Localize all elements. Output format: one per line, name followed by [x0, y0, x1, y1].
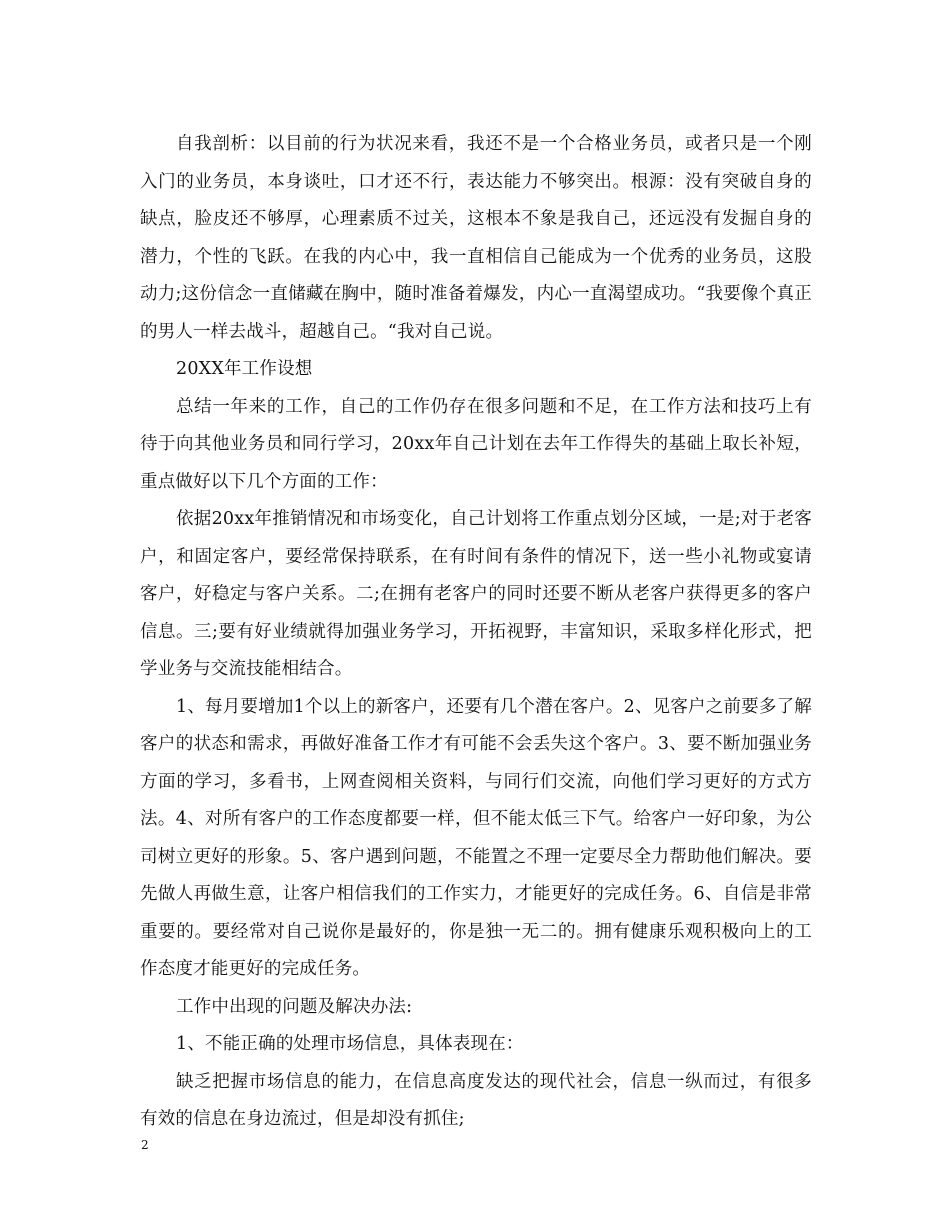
section-heading-problems: 工作中出现的问题及解决办法: — [176, 996, 413, 1017]
paragraph-numbered-goals: 1、每月要增加1个以上的新客户，还要有几个潜在客户。2、见客户之前要多了解客户的状态和需求，再做好准备工作才有可能不会丢失这个客户。3、要不断加强业务方面的学习，多看书，上网查阅相关资料，与同行们交流，向他们学习更好的方式方法。4、对所有客户的工作态度都要一样，但不能太低三下气。给客户一好印象，为公司树立更好的形象。5、客户遇到问题，不能置之不理一定要尽全力帮助他们解决。要先做人再做生意，让客户相信我们的工作实力，才能更好的完成任务。6、自信是非常重要的。要经常对自己说你是最好的，你是独一无二的。拥有健康乐观积极向上的工作态度才能更好的完成任务。 — [140, 696, 812, 979]
paragraph-region-plan: 依据20xx年推销情况和市场变化，自己计划将工作重点划分区域，一是;对于老客户，和固定客户，要经常保持联系，在有时间有条件的情况下，送一些小礼物或宴请客户，好稳定与客户关系。二;在拥有老客户的同时还要不断从老客户获得更多的客户信息。三;要有好业绩就得加强业务学习，开拓视野，丰富知识，采取多样化形式，把学业务与交流技能相结合。 — [140, 509, 812, 679]
paragraph-problem-1: 1、不能正确的处理市场信息，具体表现在： — [176, 1034, 524, 1054]
section-heading-work-plan: 20XX年工作设想 — [176, 359, 313, 379]
page-number: 2 — [141, 1138, 149, 1152]
paragraph-year-summary: 总结一年来的工作，自己的工作仍存在很多问题和不足，在工作方法和技巧上有待于向其他业务员和同行学习，20xx年自己计划在去年工作得失的基础上取长补短，重点做好以下几个方面的工作： — [140, 396, 812, 492]
paragraph-market-info: 缺乏把握市场信息的能力，在信息高度发达的现代社会，信息一纵而过，有很多有效的信息在身边流过，但是却没有抓住; — [140, 1071, 812, 1129]
paragraph-self-analysis: 自我剖析：以目前的行为状况来看，我还不是一个合格业务员，或者只是一个刚入门的业务员，本身谈吐，口才还不行，表达能力不够突出。根源：没有突破自身的缺点，脸皮还不够厚，心理素质不过关，这根本不象是我自己，还远没有发掘自身的潜力，个性的飞跃。在我的内心中，我一直相信自己能成为一个优秀的业务员，这股动力;这份信念一直储藏在胸中，随时准备着爆发，内心一直渴望成功。“我要像个真正的男人一样去战斗，超越自己。“我对自己说。 — [140, 134, 812, 342]
document-body — [140, 126, 812, 1139]
